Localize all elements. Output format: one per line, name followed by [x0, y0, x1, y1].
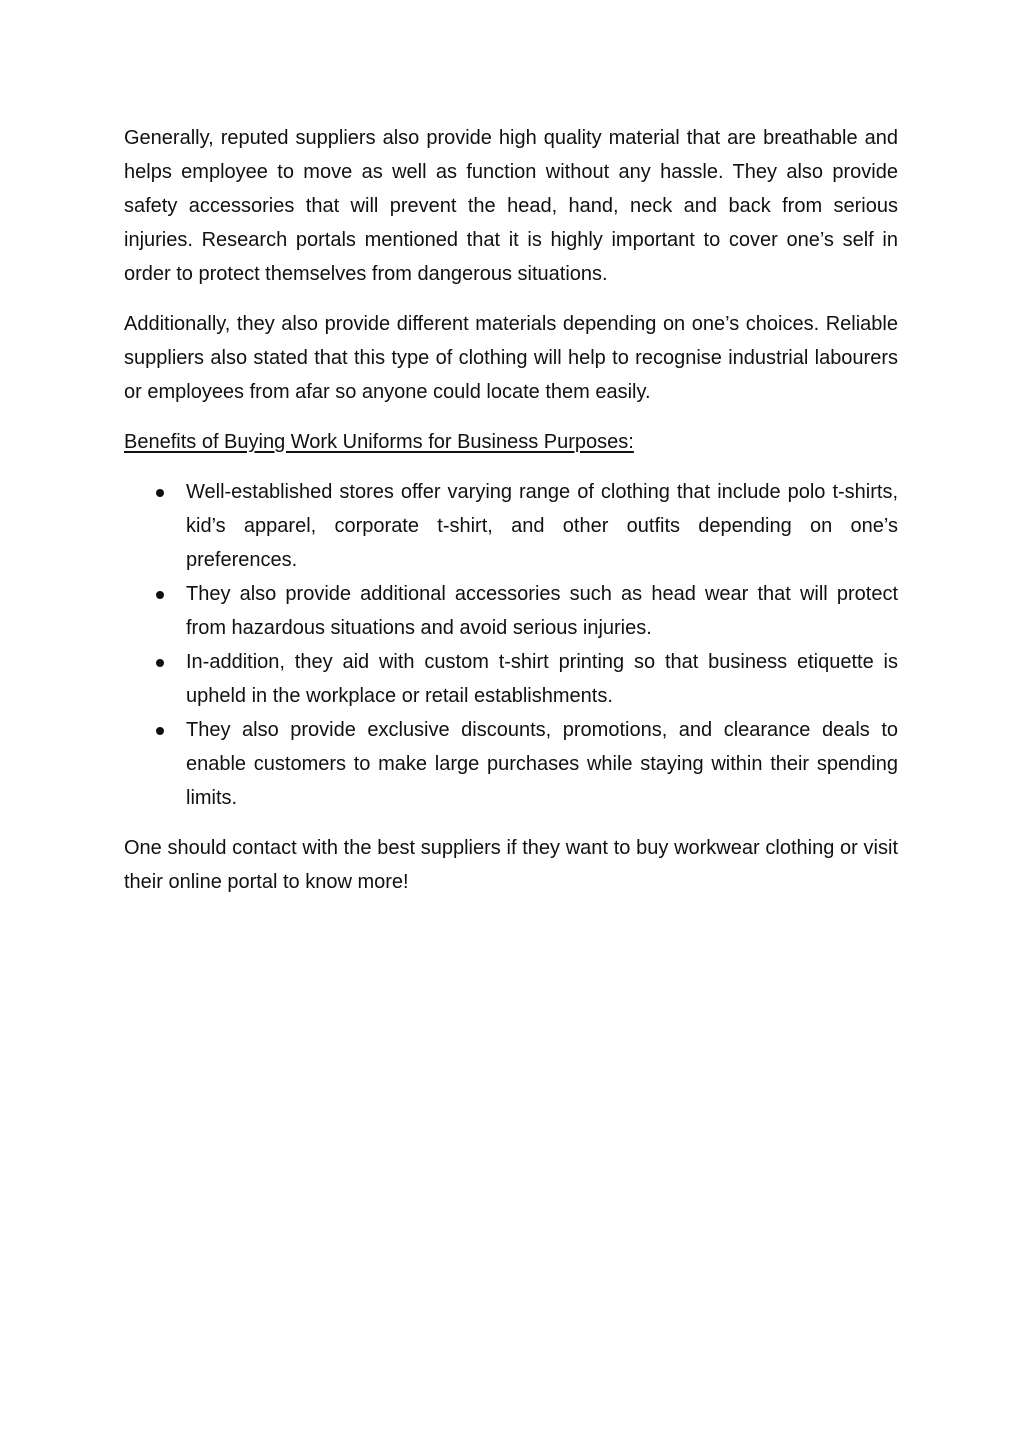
- bullet-icon: [156, 591, 164, 599]
- list-item: [124, 645, 898, 713]
- list-item: [124, 713, 898, 815]
- paragraph-materials: Additionally, they also provide different materials depending on one’s choices. Reliable suppliers also stated that this type of clothing will help to recognise industrial labourers or employees from afar so anyone could locate them easily.: [124, 313, 898, 403]
- bullet-icon: [156, 489, 164, 497]
- list-item: [124, 577, 898, 645]
- bullet-icon: [156, 659, 164, 667]
- section-heading: Benefits of Buying Work Uniforms for Business Purposes:: [124, 431, 634, 453]
- benefits-list: [124, 475, 898, 815]
- bullet-icon: [156, 727, 164, 735]
- list-item-text: In-addition, they aid with custom t-shirt printing so that business etiquette is upheld in the workplace or retail establishments.: [186, 651, 898, 707]
- paragraph-intro: Generally, reputed suppliers also provide high quality material that are breathable and helps employee to move as well as function without any hassle. They also provide safety accessories that will prevent the head, hand, neck and back from serious injuries. Research portals mentioned that it is highly important to cover one’s self in order to protect themselves from dangerous situations.: [124, 127, 898, 285]
- list-item-text: Well-established stores offer varying range of clothing that include polo t-shirts, kid’s apparel, corporate t-shirt, and other outfits depending on one’s preferences.: [186, 481, 898, 571]
- list-item-text: They also provide exclusive discounts, promotions, and clearance deals to enable customers to make large purchases while staying within their spending limits.: [186, 719, 898, 809]
- document-page: [124, 121, 898, 915]
- paragraph-closing: One should contact with the best suppliers if they want to buy workwear clothing or visit their online portal to know more!: [124, 837, 898, 893]
- list-item: [124, 475, 898, 577]
- list-item-text: They also provide additional accessories such as head wear that will protect from hazardous situations and avoid serious injuries.: [186, 583, 898, 639]
